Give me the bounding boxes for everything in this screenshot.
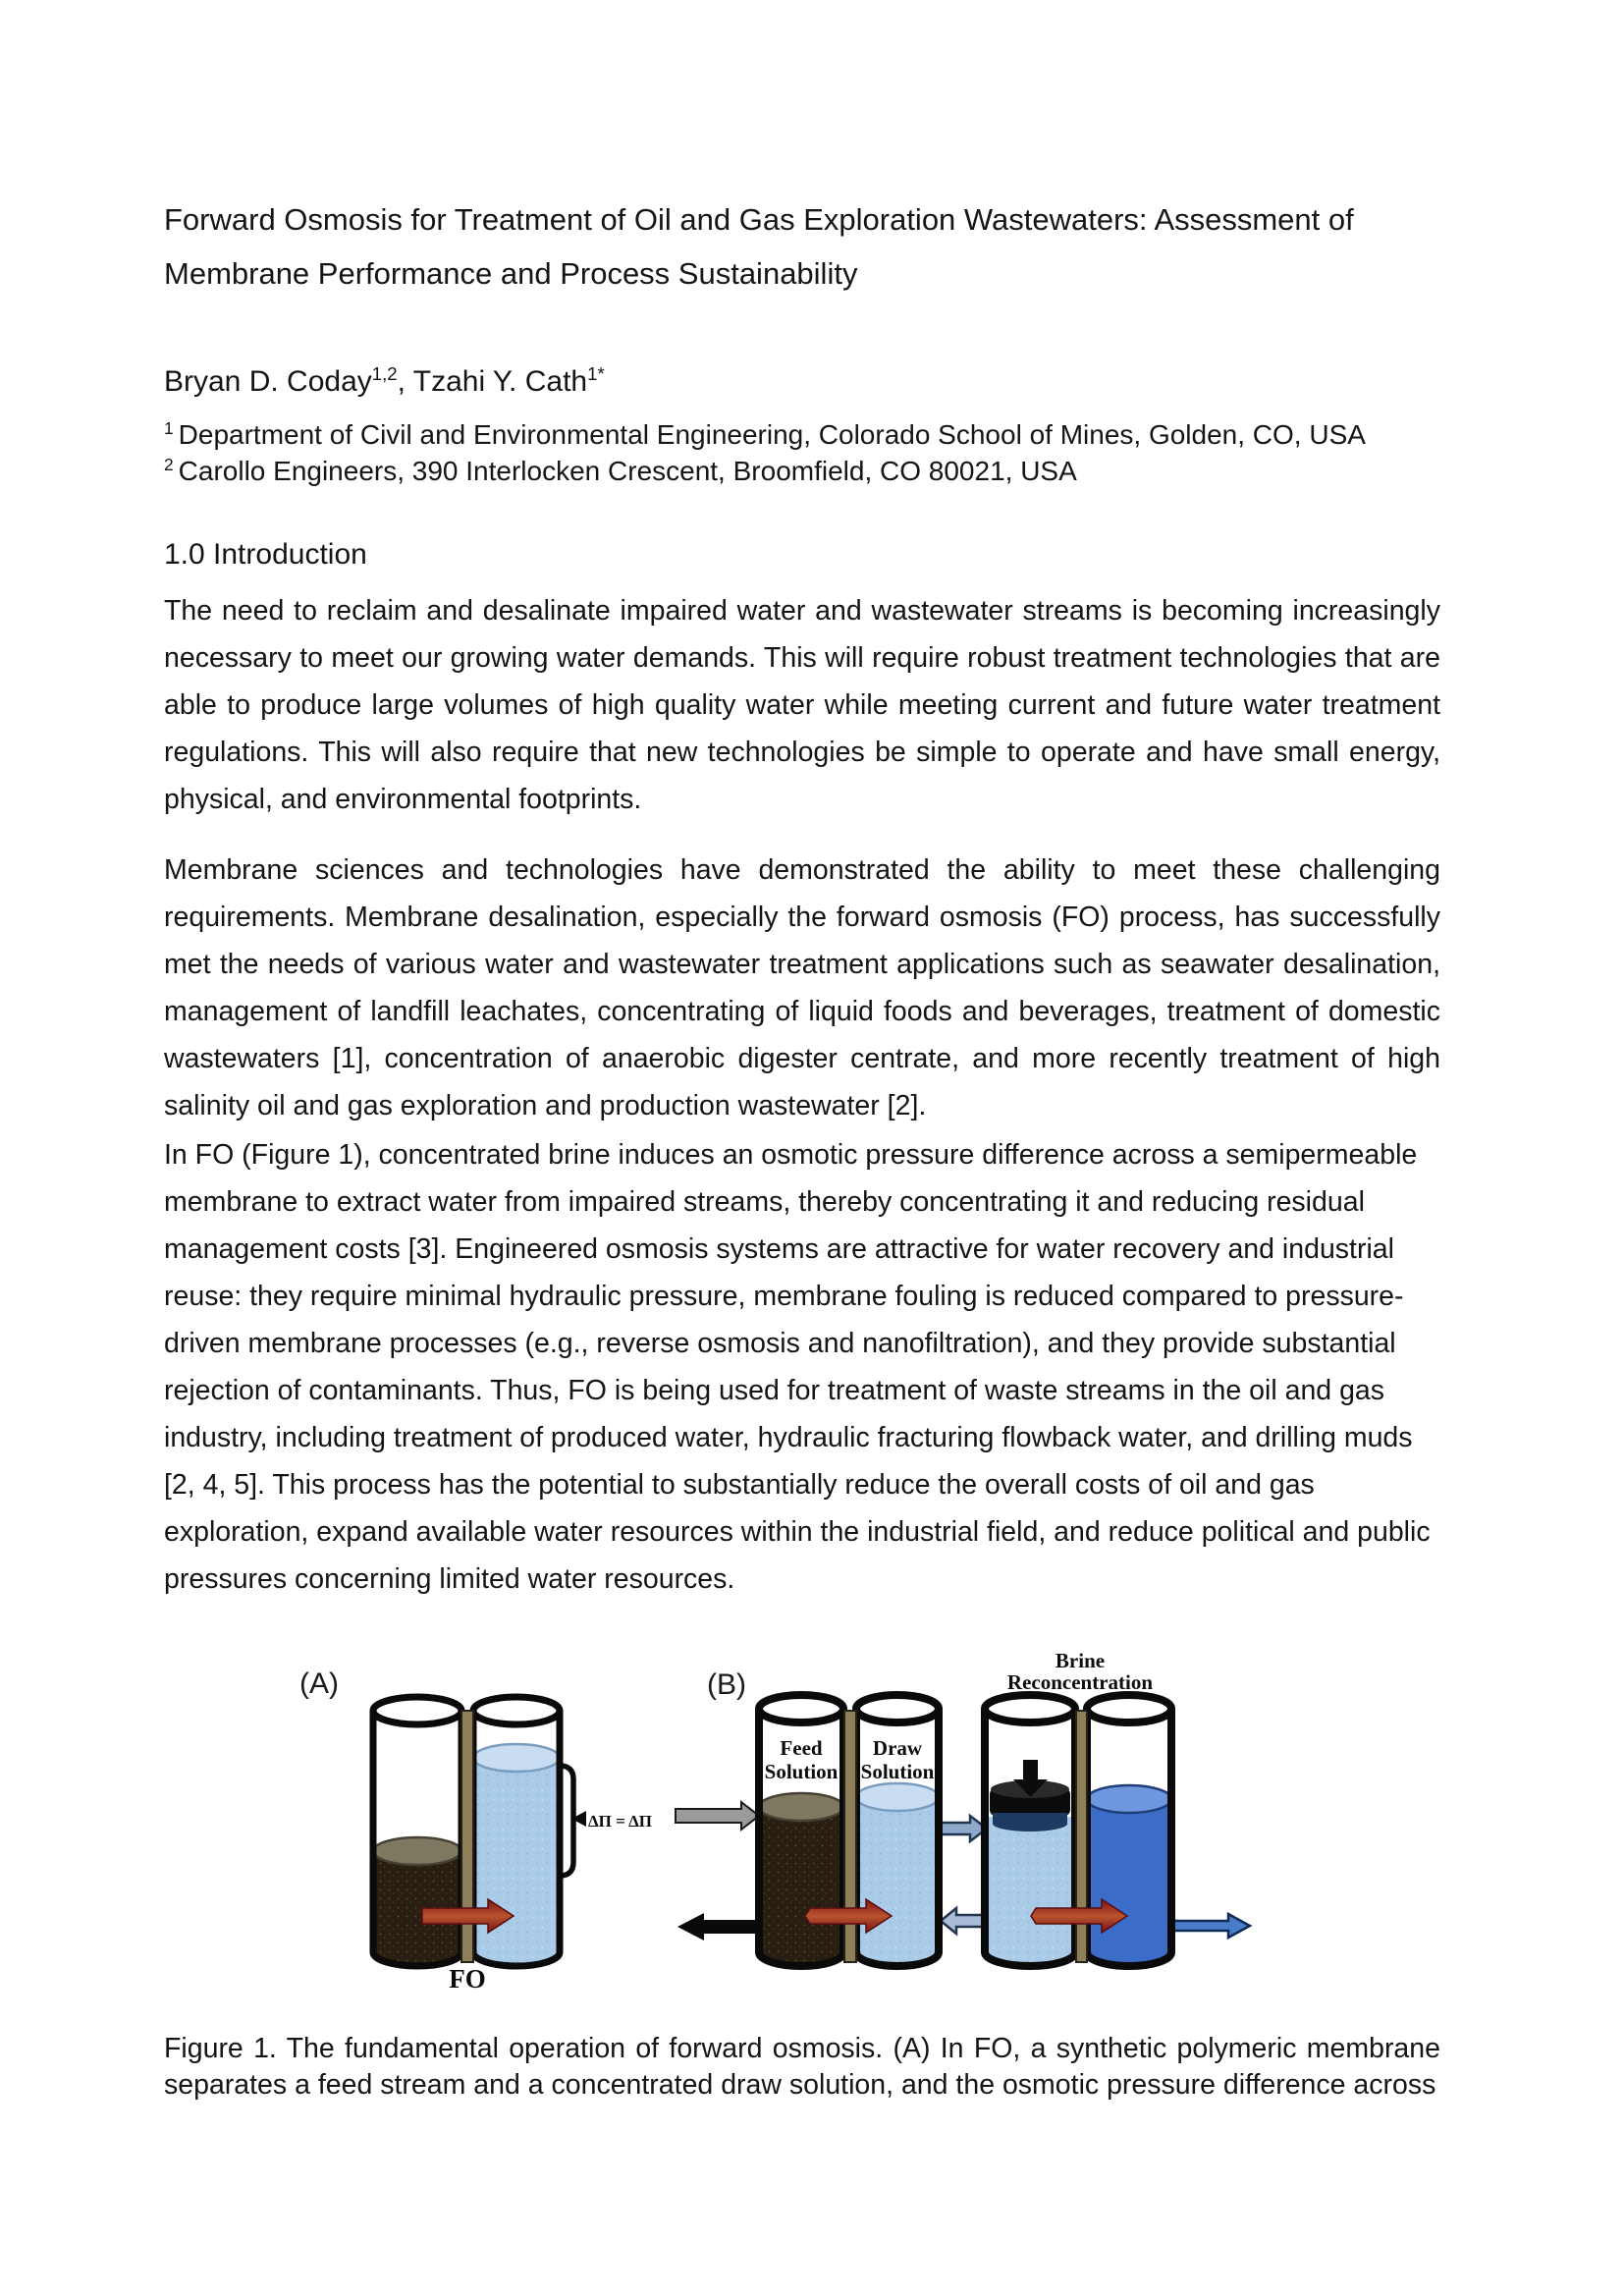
author-2: Tzahi Y. Cath	[412, 365, 588, 398]
panel-b-feed-cylinder-rim	[759, 1695, 843, 1722]
panel-a-feed-cylinder-rim	[373, 1697, 461, 1724]
figure-caption: Figure 1. The fundamental operation of forward osmosis. (A) In FO, a synthetic polymeric membrane separates a feed stream and a concentrated draw solution, and the osmotic pressure difference across	[164, 2033, 1440, 2101]
draw-circulation-arrow-top	[940, 1816, 987, 1841]
panel-a-draw-cylinder-rim	[473, 1697, 560, 1724]
affiliation-2-text: Carollo Engineers, 390 Interlocken Crescent, Broomfield, CO 80021, USA	[178, 456, 1077, 486]
author-1: Bryan D. Coday	[164, 365, 372, 398]
brine-label-line2: Reconcentration	[1006, 1670, 1154, 1694]
draw-circulation-arrow-bottom	[941, 1908, 985, 1934]
figure-panel-a	[299, 1667, 652, 1994]
osmotic-pressure-label: ΔΠ = ΔΠ	[588, 1812, 653, 1831]
feed-solution-label-line1: Feed	[780, 1736, 823, 1760]
paper-title	[164, 192, 1440, 301]
author-line	[164, 365, 1440, 399]
draw-solution-label-line1: Draw	[872, 1736, 923, 1760]
fo-process-label: FO	[449, 1964, 486, 1994]
concentrate-outlet-arrow	[677, 1913, 759, 1941]
section-heading: 1.0 Introduction	[164, 538, 367, 571]
reconcentration-cylinder-rim	[985, 1695, 1075, 1722]
affiliation-1-text: Department of Civil and Environmental Engineering, Colorado School of Mines, Golden, CO, USA	[178, 419, 1366, 450]
affiliation-1-mark: 1	[164, 417, 174, 438]
affiliation-1	[164, 416, 1440, 453]
affiliation-2	[164, 453, 1440, 489]
paragraph-3: In FO (Figure 1), concentrated brine induces an osmotic pressure difference across a semipermeable membrane to extract water from impaired streams, thereby concentrating it and reducing residual management costs [3]. Engineered osmosis systems are attractive for water recovery and industrial reuse: they require minimal hydraulic pressure, membrane fouling is reduced compared to pressure-driven membrane processes (e.g., reverse osmosis and nanofiltration), and they provide substantial rejection of contaminants. Thus, FO is being used for treatment of waste streams in the oil and gas industry, including treatment of produced water, hydraulic fracturing flowback water, and drilling muds [2, 4, 5]. This process has the potential to substantially reduce the overall costs of oil and gas exploration, expand available water resources within the industrial field, and reduce political and public pressures concerning limited water resources.	[164, 1139, 1431, 1595]
affiliations	[164, 416, 1440, 489]
panel-a-label: (A)	[299, 1667, 339, 1700]
paper-title-line2: Membrane Performance and Process Sustainability	[164, 256, 858, 291]
draw-solution-label-line2: Solution	[860, 1760, 935, 1783]
reconcentration-liquid	[985, 1817, 1075, 1966]
author-2-affiliation-marks: 1*	[587, 363, 605, 384]
panel-a-level-bracket	[560, 1766, 586, 1876]
paragraph-1: The need to reclaim and desalinate impaired water and wastewater streams is becoming increasingly necessary to meet our growing water demands. This will require robust treatment technologies that are able to produce large volumes of high quality water while meeting current and future water treatment regulations. This will also require that new technologies be simple to operate and have small energy, physical, and environmental footprints.	[164, 595, 1440, 815]
figure-1-canvas	[245, 1640, 1286, 2003]
panel-a-draw-liquid	[473, 1744, 560, 1966]
brine-liquid	[1087, 1785, 1171, 1966]
paper-title-line1: Forward Osmosis for Treatment of Oil and Gas Exploration Wastewaters: Assessment of	[164, 202, 1354, 237]
author-separator: ,	[397, 365, 413, 398]
figure-1	[245, 1640, 1286, 2003]
panel-b-feed-liquid	[759, 1793, 843, 1966]
panel-a-feed-liquid	[373, 1837, 461, 1966]
paragraph-2: Membrane sciences and technologies have demonstrated the ability to meet these challenging requirements. Membrane desalination, especially the forward osmosis (FO) process, has successfully met the needs of various water and wastewater treatment applications such as seawater desalination, management of landfill leachates, concentrating of liquid foods and beverages, treatment of domestic wastewaters [1], concentration of anaerobic digester centrate, and more recently treatment of high salinity oil and gas exploration and production wastewater [2].	[164, 854, 1440, 1121]
affiliation-2-mark: 2	[164, 454, 174, 474]
feed-inlet-arrow	[676, 1802, 759, 1830]
panel-b-label: (B)	[707, 1668, 746, 1701]
figure-panel-b	[676, 1649, 1250, 1966]
panel-b-draw-cylinder-rim	[856, 1695, 939, 1722]
brine-cylinder-rim	[1087, 1695, 1171, 1722]
author-1-affiliation-marks: 1,2	[371, 363, 398, 384]
panel-b-draw-liquid	[856, 1783, 939, 1966]
feed-solution-label-line2: Solution	[764, 1760, 839, 1783]
product-water-arrow	[1168, 1914, 1250, 1938]
brine-label-line1: Brine	[1055, 1649, 1106, 1672]
